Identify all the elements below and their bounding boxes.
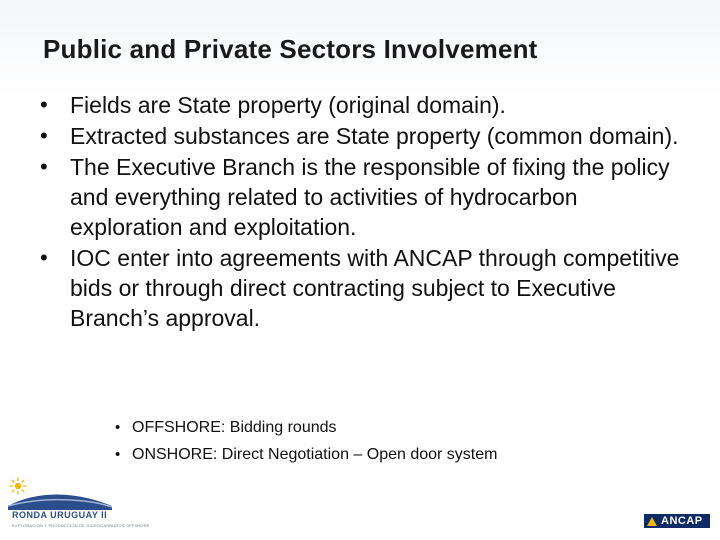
sub-bullet-item: • OFFSHORE: Bidding rounds	[112, 414, 672, 441]
sub-bullet-list	[112, 414, 672, 468]
ancap-logo	[644, 514, 710, 528]
ronda-logo-art	[6, 476, 116, 512]
bullet-item: • IOC enter into agreements with ANCAP through competitive bids or through direct contracting subject to Executive Branch’s approval.	[40, 243, 690, 333]
bullet-item: • The Executive Branch is the responsible of fixing the policy and everything related to activities of hydrocarbon exploration and exploitation.	[40, 152, 690, 242]
ancap-triangle-icon	[647, 517, 657, 526]
bullet-list	[40, 90, 690, 334]
ancap-logo-text: ANCAP	[661, 515, 703, 527]
ronda-uruguay-logo	[6, 476, 150, 534]
bullet-item: • Fields are State property (original domain).	[40, 90, 690, 120]
ronda-logo-tagline: EXPLORACION Y PRODUCCION DE HIDROCARBUROS OFFSHORE	[12, 523, 150, 528]
sub-bullet-item: • ONSHORE: Direct Negotiation – Open door system	[112, 441, 672, 468]
slide-title: Public and Private Sectors Involvement	[43, 34, 538, 64]
sun-icon	[10, 478, 26, 494]
bullet-item: • Extracted substances are State property (common domain).	[40, 121, 690, 151]
ronda-logo-text: RONDA URUGUAY II	[12, 510, 108, 520]
